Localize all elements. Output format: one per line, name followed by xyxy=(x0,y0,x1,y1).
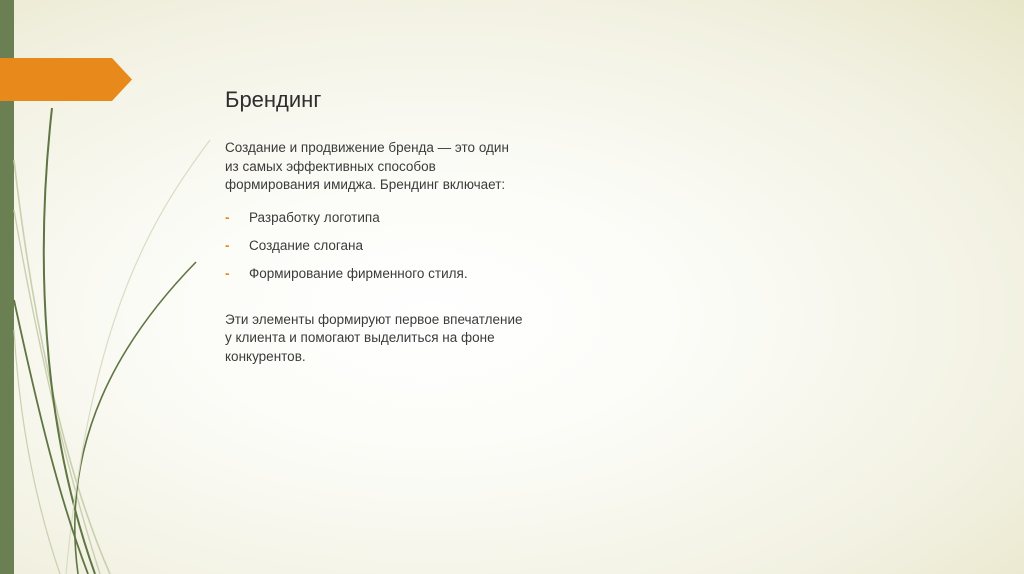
bullet-text: Разработку логотипа xyxy=(249,209,380,225)
bullet-text: Формирование фирменного стиля. xyxy=(249,265,468,281)
bullet-dash-icon: - xyxy=(225,265,230,281)
orange-arrow-tab-icon xyxy=(0,58,132,101)
list-item xyxy=(225,237,525,255)
conclusion-paragraph: Эти элементы формируют первое впечатление у клиента и помогают выделиться на фоне конкурентов. xyxy=(225,311,523,364)
slide-content xyxy=(225,84,525,366)
list-item xyxy=(225,265,525,283)
bullet-dash-icon: - xyxy=(225,209,230,225)
intro-paragraph: Создание и продвижение бренда — это один из самых эффективных способов формирования имиджа. Брендинг включает: xyxy=(225,140,509,192)
list-item xyxy=(225,209,525,227)
bullet-list xyxy=(225,209,525,283)
bullet-dash-icon: - xyxy=(225,237,230,253)
slide-title: Брендинг xyxy=(225,87,322,112)
bullet-text: Создание слогана xyxy=(249,237,364,253)
